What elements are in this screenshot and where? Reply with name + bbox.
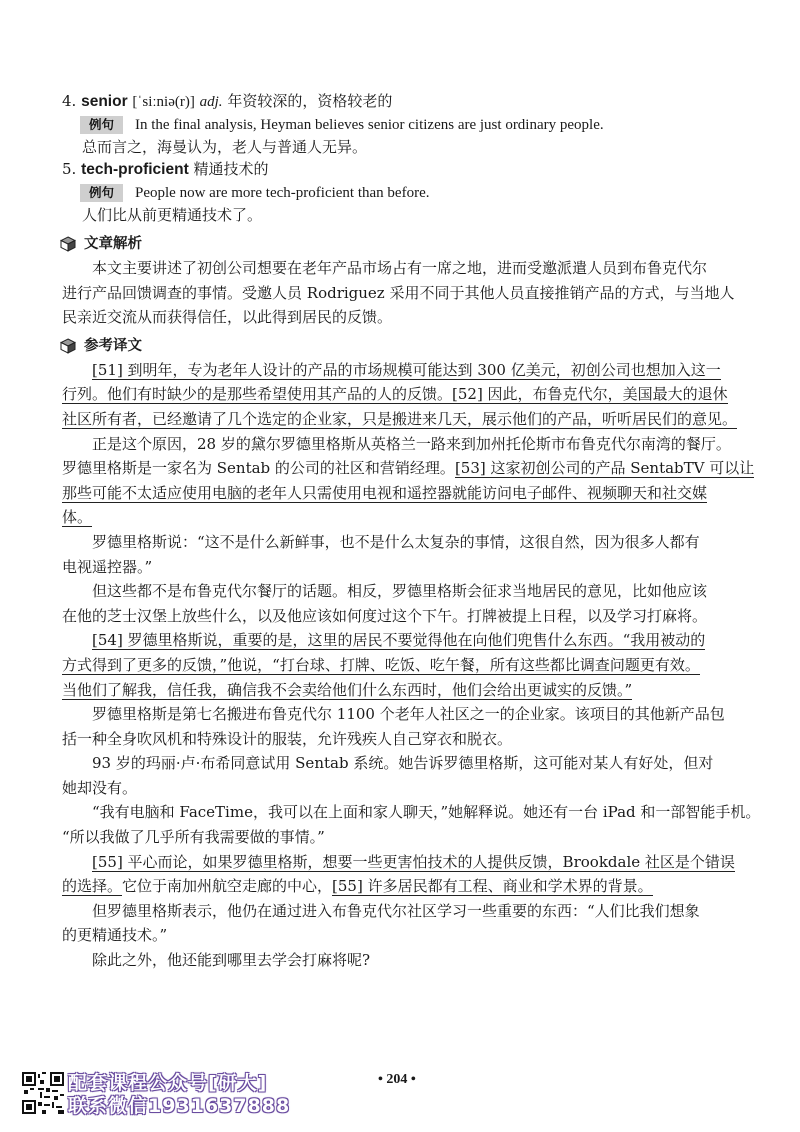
vocab-word: tech-proficient — [81, 161, 189, 178]
example-chinese: 人们比从前更精通技术了。 — [82, 206, 263, 224]
translation-paragraph: 但罗德里格斯表示，他仍在通过进入布鲁克代尔社区学习一些重要的东西：“人们比我们想象 的更精通技术。” — [62, 901, 700, 945]
example-tag: 例句 — [80, 184, 123, 202]
translation-paragraph: [54] 罗德里格斯说，重要的是，这里的居民不要觉得他在向他们兜售什么东西。“我用被动的 方式得到了更多的反馈，”他说，“打台球、打牌、吃饭、吃午餐，所有这些都比调查问题更有效。 当他们了解我，信任我，确信我不会卖给他们什么东西时，他们会给出更诚实的反馈。” — [62, 631, 706, 699]
document-page — [62, 90, 774, 973]
translation-paragraph: [55] 平心而论，如果罗德里格斯，想要一些更害怕技术的人提供反馈，Brookdale 社区是个错误 的选择。它位于南加州航空走廊的中心，[55] 许多居民都有工程、商业和学术界的背景。 — [62, 852, 735, 896]
translation-paragraph: “我有电脑和 FaceTime，我可以在上面和家人聊天，”她解释说。她还有一台 iPad 和一部智能手机。 “所以我做了几乎所有我需要做的事情。” — [62, 803, 761, 847]
translation-paragraph: 罗德里格斯说：“这不是什么新鲜事，也不是什么太复杂的事情，这很自然，因为很多人都有 电视遥控器。” — [62, 532, 700, 576]
analysis-paragraph: 本文主要讲述了初创公司想要在老年产品市场占有一席之地，进而受邀派遣人员到布鲁克代尔 进行产品回馈调查的事情。受邀人员 Rodriguez 采用不同于其他人员直接推销产品的方式，与当地人 民亲近交流从而获得信任，以此得到居民的反馈。 — [62, 259, 735, 327]
example-sentence — [62, 181, 774, 204]
analysis-section-title: 文章解析 — [60, 232, 774, 256]
translation-paragraph: 但这些都不是布鲁克代尔餐厅的话题。相反，罗德里格斯会征求当地居民的意见，比如他应该 在他的芝士汉堡上放些什么，以及他应该如何度过这个下午。打牌被提上日程，以及学习打麻将。 — [62, 582, 708, 625]
example-english: In the final analysis, Heyman believes senior citizens are just ordinary people. — [135, 117, 604, 133]
vocab-meaning: 精通技术的 — [193, 160, 269, 178]
translation-paragraph: 正是这个原因，28 岁的黛尔罗德里格斯从英格兰一路来到加州托伦斯市布鲁克代尔南湾的餐厅。 罗德里格斯是一家名为 Sentab 的公司的社区和营销经理。[53] 这家初创公司的产品 SentabTV 可以让 那些可能不太适应使用电脑的老年人只需使用电视和遥控器就能访问电子邮件、视频聊天和社交媒 体。 — [62, 434, 755, 527]
vocab-pos: adj. — [199, 94, 223, 110]
qr-code-icon — [22, 1072, 64, 1114]
page-number: • 204 • — [378, 1072, 416, 1087]
vocab-number: 5. — [62, 160, 77, 178]
example-chinese: 总而言之，海曼认为，老人与普通人无异。 — [82, 138, 368, 156]
translation-paragraph: 除此之外，他还能到哪里去学会打麻将呢? — [92, 951, 371, 970]
vocab-entry-senior — [62, 90, 774, 113]
watermark — [22, 1072, 290, 1118]
vocab-entry-tech-proficient — [62, 158, 774, 181]
cube-icon — [60, 236, 76, 252]
vocab-word: senior — [81, 93, 128, 110]
example-english: People now are more tech-proficient than before. — [135, 185, 430, 201]
translation-paragraph: 93 岁的玛丽·卢·布希同意试用 Sentab 系统。她告诉罗德里格斯，这可能对某人有好处，但对 她却没有。 — [62, 754, 714, 797]
translation-paragraph: 罗德里格斯是第七名搬进布鲁克代尔 1100 个老年人社区之一的企业家。该项目的其他新产品包 括一种全身吹风机和特殊设计的服装，允许残疾人自己穿衣和脱衣。 — [62, 705, 725, 748]
example-tag: 例句 — [80, 116, 123, 134]
vocab-phonetic: [ˈsiːniə(r)] — [132, 94, 195, 110]
cube-icon — [60, 338, 76, 354]
translation-paragraph: [51] 到明年，专为老年人设计的产品的市场规模可能达到 300 亿美元，初创公司也想加入这一 行列。他们有时缺少的是那些希望使用其产品的人的反馈。[52] 因此，布鲁克代尔，美国最大的退休 社区所有者，已经邀请了几个选定的企业家，只是搬进来几天，展示他们的产品，听听居民们的意见。 — [62, 360, 738, 428]
vocab-number: 4. — [62, 92, 77, 110]
watermark-line-2: 联系微信1931637888 — [68, 1095, 291, 1117]
example-sentence — [62, 113, 774, 136]
watermark-line-1: 配套课程公众号[研大] — [68, 1072, 268, 1094]
vocab-meaning: 年资较深的，资格较老的 — [227, 92, 393, 110]
translation-section-title: 参考译文 — [60, 334, 774, 358]
